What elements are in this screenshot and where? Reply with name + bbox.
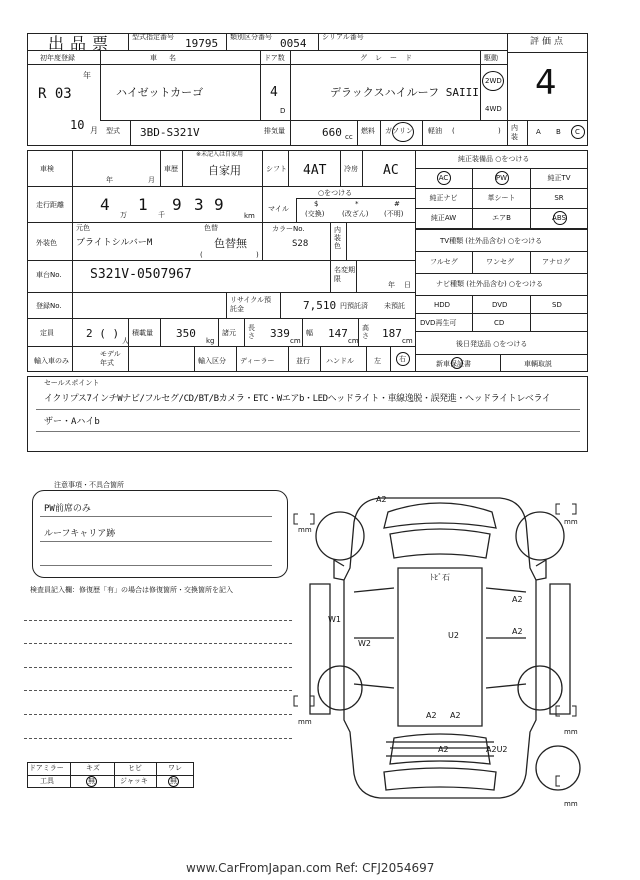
usage-label: 車歴 xyxy=(164,165,178,173)
recycle-suffix: 円預託済 xyxy=(340,302,368,310)
capacity-unit: 人 xyxy=(122,337,129,345)
year-unit: 年 xyxy=(83,71,91,80)
diagram-label-4: W1 xyxy=(328,615,341,624)
inspection-label: 車検 xyxy=(40,165,54,173)
legend-crack: ヒビ xyxy=(128,764,142,772)
meter-unknown: # xyxy=(394,200,400,208)
diagram-label-7: A2 xyxy=(512,627,523,636)
usage-note: ※未記入は自家用 xyxy=(196,151,244,158)
doors-label: ドア数 xyxy=(264,54,285,62)
tv-item-1: フルセグ xyxy=(430,258,458,266)
import-class-label: 輸入区分 xyxy=(198,357,226,365)
first-reg-month: 10 xyxy=(70,118,85,132)
load-unit: kg xyxy=(206,337,215,345)
mm-label-5: mm xyxy=(564,800,578,808)
notes-label: 注意事項・不具合箇所 xyxy=(54,481,124,489)
interior-c: C xyxy=(575,128,580,136)
displacement-label: 排気量 xyxy=(264,127,285,135)
inspection-month-unit: 月 xyxy=(148,176,155,184)
equipment-item-label: 純正ナビ xyxy=(429,194,458,202)
mm-label-4: mm xyxy=(564,728,578,736)
diagram-label-6: U2 xyxy=(448,631,459,640)
equipment-item-label: 革シート xyxy=(487,194,516,202)
displacement-unit: cc xyxy=(345,133,353,141)
inspector-label: 検査員記入欄：修復歴「有」の場合は修復箇所・交換箇所を記入 xyxy=(30,586,233,594)
width-unit: cm xyxy=(348,337,359,345)
color-no-value: S28 xyxy=(292,239,309,249)
chassis-value: S321V-0507967 xyxy=(90,267,192,282)
car-name-label: 車名 xyxy=(150,54,188,62)
tv-item-3: アナログ xyxy=(542,258,570,266)
drive-2wd: 2WD xyxy=(485,77,502,85)
load-value: 350 xyxy=(176,327,196,340)
dims-label: 諸元 xyxy=(222,329,236,337)
interior-label: 内装 xyxy=(511,124,518,141)
recycle-unpaid: 未預託 xyxy=(384,302,405,310)
left-label: 左 xyxy=(374,357,381,365)
equipment-item xyxy=(531,208,588,229)
equipment-item xyxy=(531,168,588,189)
equipment-item-label: AC xyxy=(438,174,449,182)
color-change-value: 色替無 xyxy=(214,237,247,250)
meter-check-label: ○をつける xyxy=(318,189,353,197)
width-value: 147 xyxy=(328,327,348,340)
model-year-label: モデル年式 xyxy=(100,350,121,367)
usage-value: 自家用 xyxy=(208,164,241,177)
shift-label: シフト xyxy=(266,165,287,173)
nav-item-5: CD xyxy=(494,319,505,327)
legend-door-mirror: ドアミラー xyxy=(29,764,64,772)
diagram-label-11: A2U2 xyxy=(486,745,508,754)
mileage-digit-2: 1 xyxy=(138,195,148,214)
right-label: 右 xyxy=(399,355,406,363)
load-label: 積載量 xyxy=(132,329,153,337)
equipment-item xyxy=(415,168,473,189)
capacity-value: 2 ( ) xyxy=(86,327,120,340)
diagram-label-9: A2 xyxy=(450,711,461,720)
length-value: 339 xyxy=(270,327,290,340)
parallel-label: 並行 xyxy=(296,357,310,365)
grade-value: デラックスハイルーフ SAIII xyxy=(330,86,479,99)
chassis-label: 車台No. xyxy=(36,271,62,279)
title-change-label: 名変期限 xyxy=(334,266,355,283)
notes-line-2: ルーフキャリア跡 xyxy=(44,529,116,539)
doors-suffix: D xyxy=(280,107,286,115)
tv-item-2: ワンセグ xyxy=(486,258,514,266)
serial-label: シリアル番号 xyxy=(322,33,364,41)
color-change-label: 色替 xyxy=(204,224,218,232)
diagram-label-2: ﾄﾋﾞ石 xyxy=(430,573,450,582)
tv-title: TV種類 (社外品含む) ○をつける xyxy=(440,237,543,245)
mileage-sen: 千 xyxy=(158,211,165,219)
drive-label: 駆動 xyxy=(484,54,498,62)
mm-label-3: mm xyxy=(298,718,312,726)
month-unit: 月 xyxy=(90,126,98,135)
drive-4wd: 4WD xyxy=(485,105,502,113)
nav-item-2: DVD xyxy=(492,301,508,309)
import-label: 輸入車のみ xyxy=(34,357,69,365)
diagram-label-3: A2 xyxy=(512,595,523,604)
color-no-label: カラーNo. xyxy=(272,225,305,233)
mm-label-2: mm xyxy=(564,518,578,526)
vehicle-damage-diagram xyxy=(290,488,590,810)
color-paren-close: ) xyxy=(256,251,259,259)
capacity-label: 定員 xyxy=(40,329,54,337)
mileage-digit-4: 3 xyxy=(194,195,204,214)
color-orig-value: ブライトシルバーM xyxy=(76,238,153,248)
mileage-digit-5: 9 xyxy=(214,195,224,214)
ac-label: 冷房 xyxy=(344,165,358,173)
diagram-label-1: A2 xyxy=(376,495,387,504)
sales-label: セールスポイント xyxy=(44,379,100,387)
model-cert-value: 19795 xyxy=(185,37,219,50)
mileage-digit-1: 4 xyxy=(100,195,110,214)
diagram-label-10: A2 xyxy=(438,745,449,754)
color-orig-label: 元色 xyxy=(76,224,90,232)
first-reg-label: 初年度登録 xyxy=(40,54,75,62)
equipment-item xyxy=(531,188,588,209)
nav-title: ナビ種類 (社外品含む) ○をつける xyxy=(436,280,544,288)
width-label: 幅 xyxy=(306,329,313,337)
equipment-item-label: 純正AW xyxy=(430,214,457,222)
docs-item-2: 車輌取説 xyxy=(524,360,552,368)
fuel-gasoline: ガソリン xyxy=(385,127,413,135)
mile-label: マイル xyxy=(268,205,289,213)
nav-item-4: DVD再生可 xyxy=(420,319,457,327)
legend-jack-value: 無 xyxy=(170,777,177,785)
car-name-value: ハイゼットカーゴ xyxy=(116,86,204,99)
fuel-other-open: ( xyxy=(452,127,455,135)
meter-tampered: * xyxy=(355,200,359,208)
docs-title: 後日発送品 ○をつける xyxy=(456,340,528,348)
fuel-light-oil: 軽油 xyxy=(428,127,442,135)
height-label: 高さ xyxy=(362,324,369,340)
grade-label: グレード xyxy=(360,54,420,62)
shift-value: 4AT xyxy=(303,163,327,178)
length-unit: cm xyxy=(290,337,301,345)
form-title: 出品票 xyxy=(48,34,115,53)
length-label: 長さ xyxy=(248,324,255,340)
interior-b: B xyxy=(556,128,561,136)
doors-value: 4 xyxy=(270,85,278,100)
footer-watermark: www.CarFromJapan.com Ref: CFJ2054697 xyxy=(186,861,435,875)
fuel-label: 燃料 xyxy=(361,127,375,135)
mileage-unit: km xyxy=(244,212,255,220)
reg-label: 登録No. xyxy=(36,302,62,310)
title-change-day: 日 xyxy=(404,281,411,289)
equipment-item-label: PW xyxy=(495,174,508,182)
sales-line-1: イクリプス7インチWナビ/フルセグ/CD/BT/Bカメラ・ETC・Wエアb・LEDヘッドライト・車線逸脱・誤発進・ヘッドライトレベライ xyxy=(44,394,551,404)
equipment-item xyxy=(415,208,473,229)
legend-tools: 工具 xyxy=(40,777,54,785)
nav-item-1: HDD xyxy=(434,301,451,309)
sales-frame xyxy=(27,376,588,452)
legend-jack: ジャッキ xyxy=(120,777,148,785)
title-change-year: 年 xyxy=(388,281,395,289)
displacement-value: 660 xyxy=(322,126,342,139)
fuel-other-close: ) xyxy=(498,127,501,135)
handle-label: ハンドル xyxy=(326,357,354,365)
interior-color-label: 内装色 xyxy=(334,226,341,250)
height-value: 187 xyxy=(382,327,402,340)
recycle-value: 7,510 xyxy=(303,299,337,312)
class-label: 類別区分番号 xyxy=(230,33,272,41)
model-label: 型式 xyxy=(106,127,120,135)
model-cert-label: 型式指定番号 xyxy=(132,33,174,41)
ac-value: AC xyxy=(383,163,399,178)
class-value: 0054 xyxy=(280,37,307,50)
color-paren-open: ( xyxy=(200,251,203,259)
meter-swap-label: (交換) xyxy=(305,210,325,218)
recycle-label: リサイクル預託金 xyxy=(230,296,272,313)
first-reg-era: R 03 xyxy=(38,86,72,102)
legend-tools-value: 無 xyxy=(88,777,95,785)
dealer-label: ディーラー xyxy=(240,357,275,365)
docs-warranty-circle xyxy=(451,357,463,369)
meter-unknown-label: (不明) xyxy=(384,210,404,218)
model-value: 3BD-S321V xyxy=(140,126,200,139)
equipment-item xyxy=(473,208,531,229)
meter-tampered-label: (改ざん) xyxy=(342,210,369,218)
docs-item-1: 新車保証書 xyxy=(436,360,471,368)
meter-swap: $ xyxy=(314,200,319,208)
equipment-item xyxy=(473,168,531,189)
legend-scratch: キズ xyxy=(86,764,100,772)
mileage-man: 万 xyxy=(120,211,127,219)
equipment-item xyxy=(415,188,473,209)
inspection-year-unit: 年 xyxy=(106,176,113,184)
color-label: 外装色 xyxy=(36,239,57,247)
mm-label-1: mm xyxy=(298,526,312,534)
score-label: 評価点 xyxy=(530,37,567,47)
notes-line-1: PW前席のみ xyxy=(44,504,91,514)
diagram-label-8: A2 xyxy=(426,711,437,720)
score-value: 4 xyxy=(535,63,557,103)
mileage-digit-3: 9 xyxy=(172,195,182,214)
equipment-item-label: エアB xyxy=(492,214,511,222)
nav-item-3: SD xyxy=(552,301,562,309)
equipment-item-label: ABS xyxy=(552,214,566,222)
diagram-label-5: W2 xyxy=(358,639,371,648)
height-unit: cm xyxy=(402,337,413,345)
interior-a: A xyxy=(536,128,541,136)
sales-line-2: ザー・Aハイb xyxy=(44,417,100,427)
equipment-title: 純正装備品 ○をつける xyxy=(458,155,530,163)
equipment-item-label: SR xyxy=(554,194,564,202)
legend-break: ワレ xyxy=(168,764,182,772)
equipment-item xyxy=(473,188,531,209)
mileage-label: 走行距離 xyxy=(36,201,64,209)
equipment-item-label: 純正TV xyxy=(547,174,571,182)
